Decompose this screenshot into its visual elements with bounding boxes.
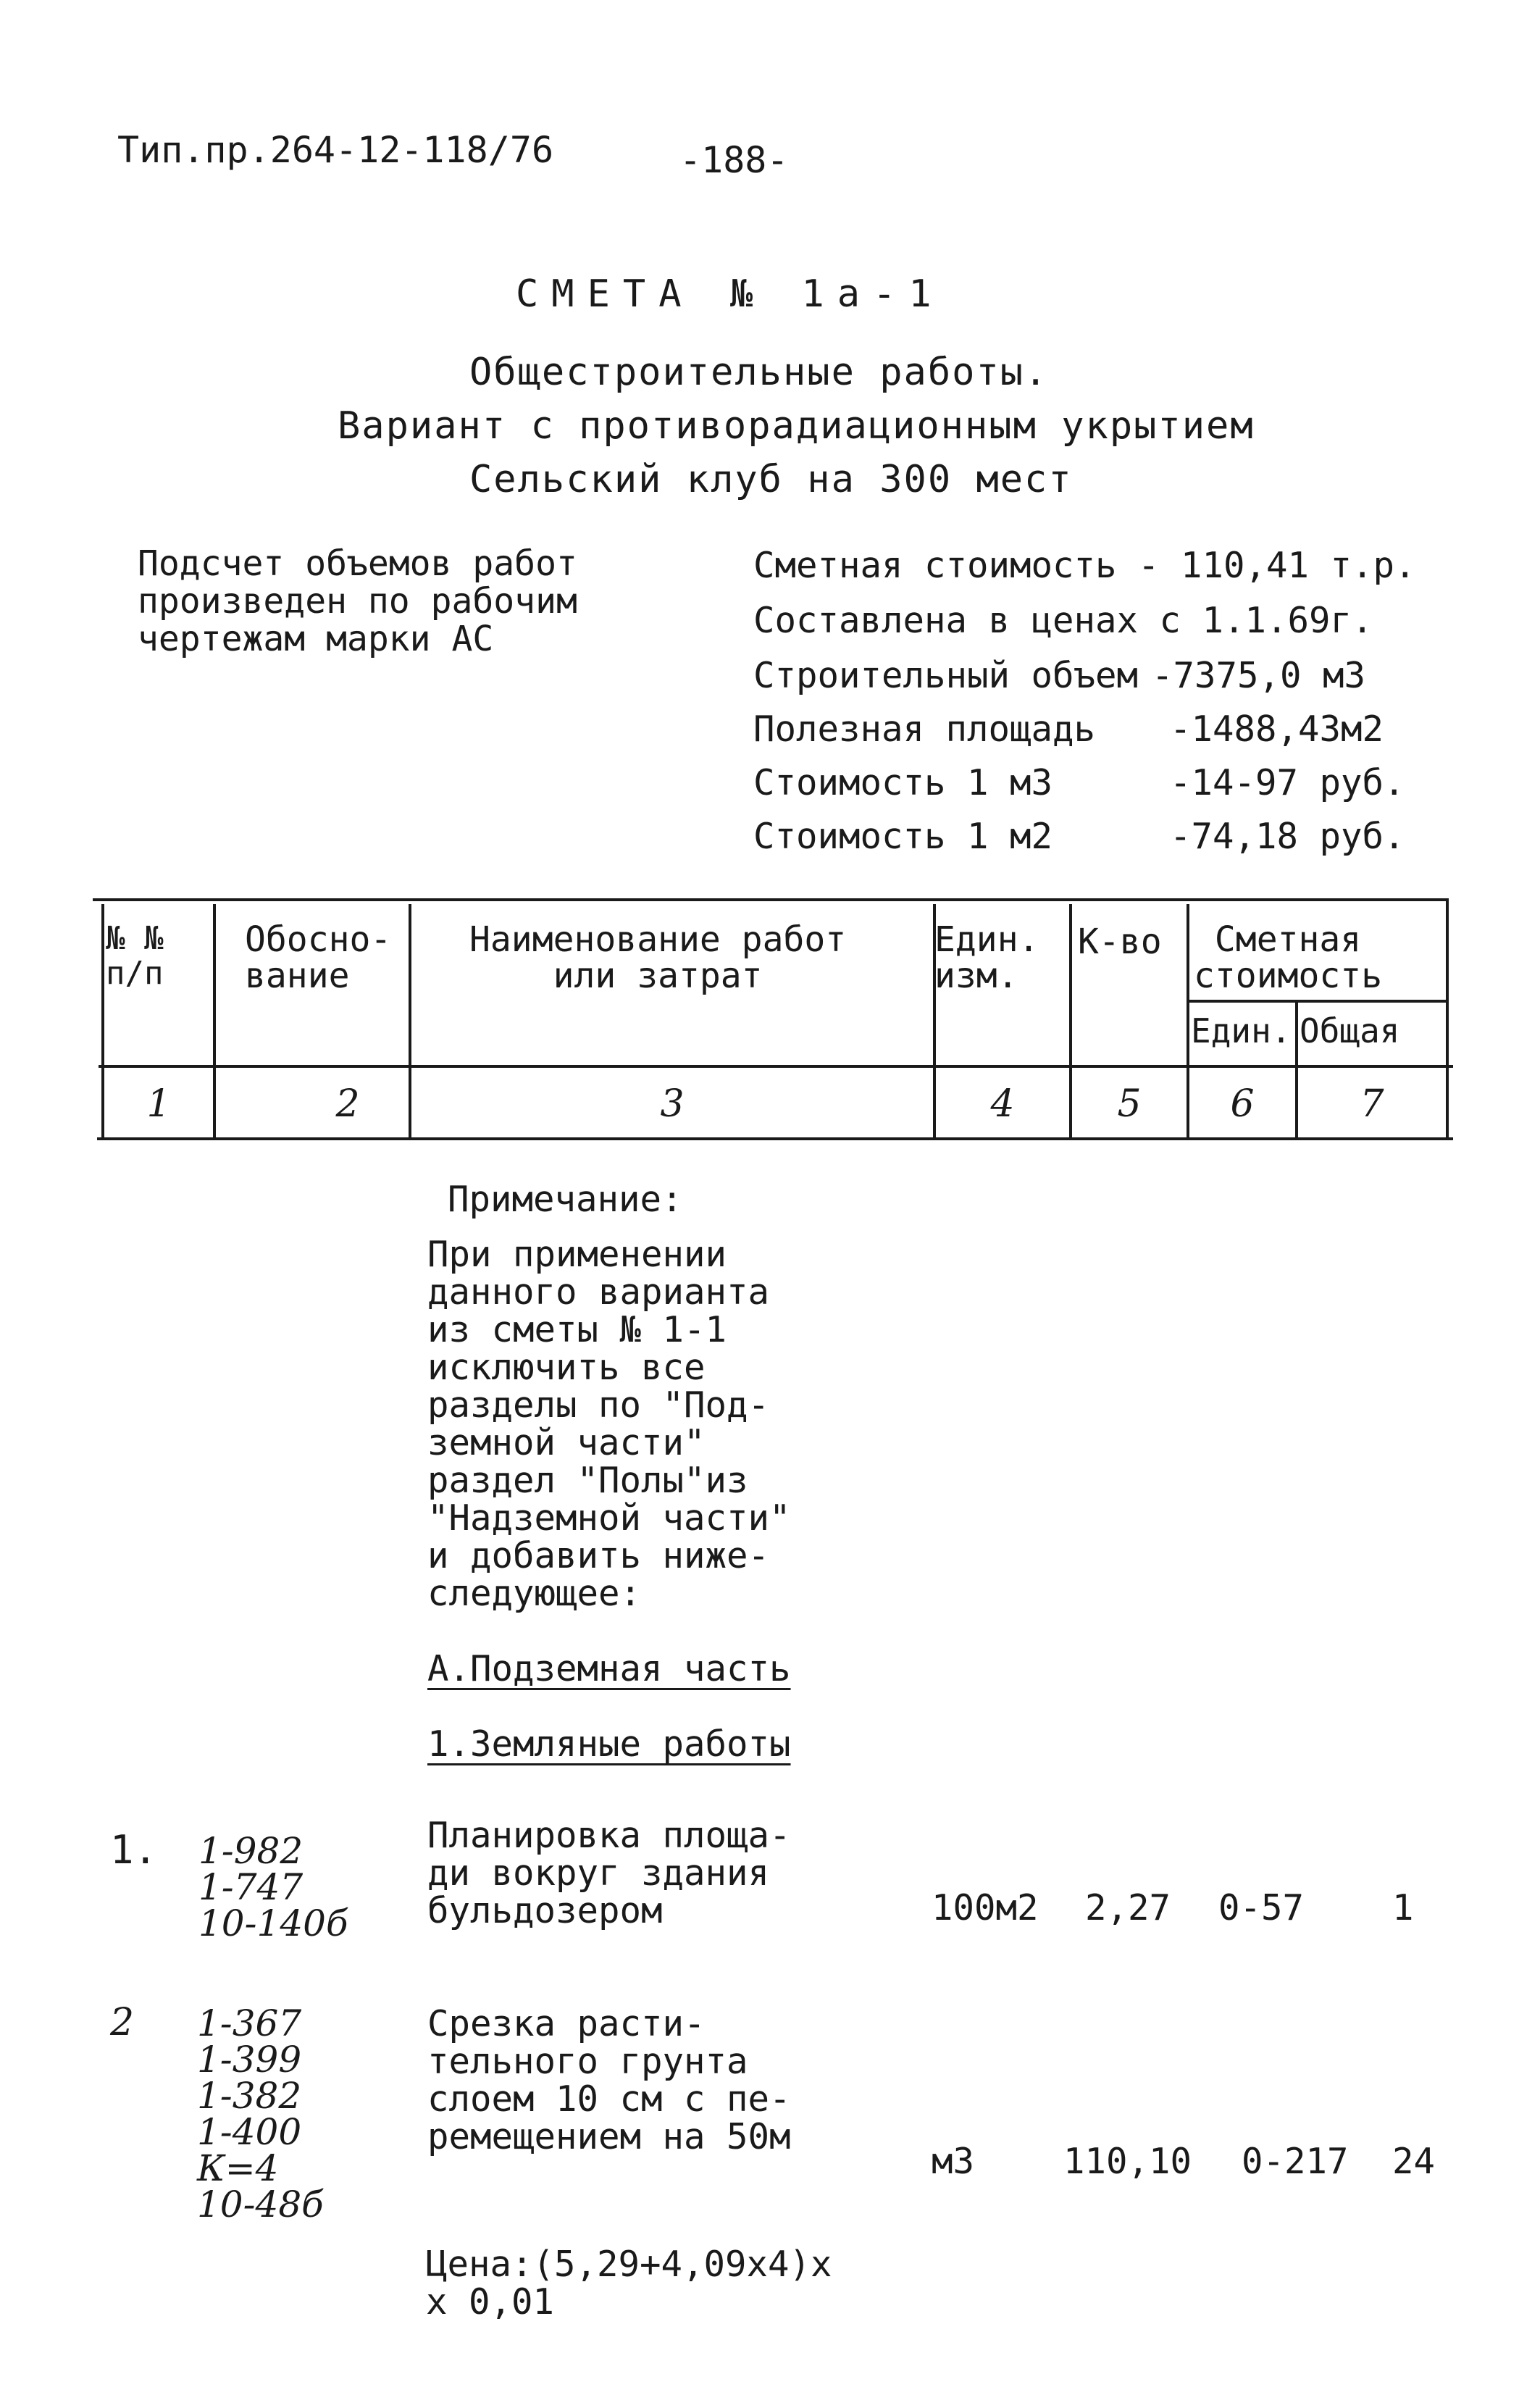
header-name: Наименование работ или затрат <box>469 919 847 996</box>
summary-value: - 110,41 т.р. <box>1138 545 1416 586</box>
summary-value: -7375,0 м3 <box>1152 655 1366 696</box>
row-unit: м3 <box>932 2141 975 2182</box>
section-heading: А.Подземная часть <box>427 1648 791 1689</box>
summary-value: -74,18 руб. <box>1170 816 1405 857</box>
column-number: 3 <box>660 1082 685 1126</box>
note-text: При применении данного варианта из сметы № 1-1 исключить все разделы по "Под- земной части" раздел "Полы"из "Надземной части" и добавить ниже- следующее: <box>427 1234 791 1614</box>
calc-note-line-2: произведен по рабочим <box>138 581 577 622</box>
row-number: 1. <box>110 1827 158 1873</box>
table-col-divider <box>1446 901 1449 1139</box>
row-price: 0-57 <box>1218 1887 1305 1928</box>
calc-note-line-1: Подсчет объемов работ <box>138 543 577 584</box>
summary-row <box>753 655 1366 696</box>
row-name: Планировка площа- ди вокруг здания бульдозером <box>427 1815 791 1931</box>
column-number: 4 <box>990 1082 1015 1126</box>
summary-label: Строительный объем <box>753 655 1139 696</box>
column-number: 6 <box>1230 1082 1255 1126</box>
row-total: 1 <box>1392 1887 1414 1928</box>
column-number: 5 <box>1117 1082 1142 1126</box>
summary-label: Полезная площадь <box>753 709 1096 750</box>
subsection-heading: 1.Земляные работы <box>427 1723 791 1765</box>
estimate-title: СМЕТА № 1а-1 <box>516 272 945 316</box>
cost-subheader-border <box>1187 1000 1449 1003</box>
document-number: Тип.пр.264-12-118/76 <box>117 129 554 171</box>
summary-label: Составлена в ценах с 1.1.69г. <box>753 600 1373 641</box>
row-basis: 1-367 1-399 1-382 1-400 К=4 10-48б <box>197 2002 324 2225</box>
row-price-formula: Цена:(5,29+4,09х4)х х 0,01 <box>426 2244 832 2323</box>
row-total: 24 <box>1392 2141 1436 2182</box>
title-line-1: Общестроительные работы. <box>469 351 1049 394</box>
table-col-divider <box>213 904 216 1139</box>
calc-note <box>138 545 577 658</box>
row-qty: 2,27 <box>1085 1887 1171 1928</box>
summary-row <box>753 709 1384 750</box>
page-number: -188- <box>679 139 789 181</box>
header-cost-unit: Един. <box>1191 1011 1292 1050</box>
row-basis: 1-982 1-747 10-140б <box>198 1830 348 1944</box>
header-cost: Сметная стоимость <box>1194 919 1383 996</box>
column-number: 7 <box>1360 1082 1384 1126</box>
note-title: Примечание: <box>448 1179 683 1220</box>
summary-label: Сметная стоимость <box>753 545 1117 586</box>
title-line-2: Вариант с противорадиационным укрытием <box>338 404 1255 448</box>
title-line-3: Сельский клуб на 300 мест <box>469 458 1073 501</box>
table-top-border <box>93 898 1449 901</box>
row-price: 0-217 <box>1242 2141 1349 2182</box>
summary-row <box>753 762 1405 803</box>
header-basis: Обосно- вание <box>245 919 392 996</box>
summary-row <box>753 816 1405 857</box>
row-number: 2 <box>110 2001 135 2044</box>
summary-label: Стоимость 1 м2 <box>753 816 1053 857</box>
header-cost-total: Общая <box>1300 1011 1400 1050</box>
row-name: Срезка расти- тельного грунта слоем 10 см с пе- ремещением на 50м <box>427 2003 791 2157</box>
column-number: 2 <box>335 1082 360 1126</box>
summary-value: -1488,43м2 <box>1170 709 1384 750</box>
header-num: № № п/п <box>106 920 164 992</box>
table-mid-border <box>99 1065 1453 1068</box>
row-qty: 110,10 <box>1063 2141 1192 2182</box>
calc-note-line-3: чертежам марки АС <box>138 619 494 659</box>
table-bottom-border <box>97 1137 1453 1140</box>
summary-label: Стоимость 1 м3 <box>753 762 1053 803</box>
header-unit: Един. изм. <box>934 919 1039 996</box>
summary-value: -14-97 руб. <box>1170 762 1405 803</box>
summary-row <box>753 600 1373 641</box>
column-number: 1 <box>146 1082 171 1126</box>
row-unit: 100м2 <box>932 1887 1039 1928</box>
header-qty: К-во <box>1078 921 1162 962</box>
summary-row <box>753 545 1416 586</box>
